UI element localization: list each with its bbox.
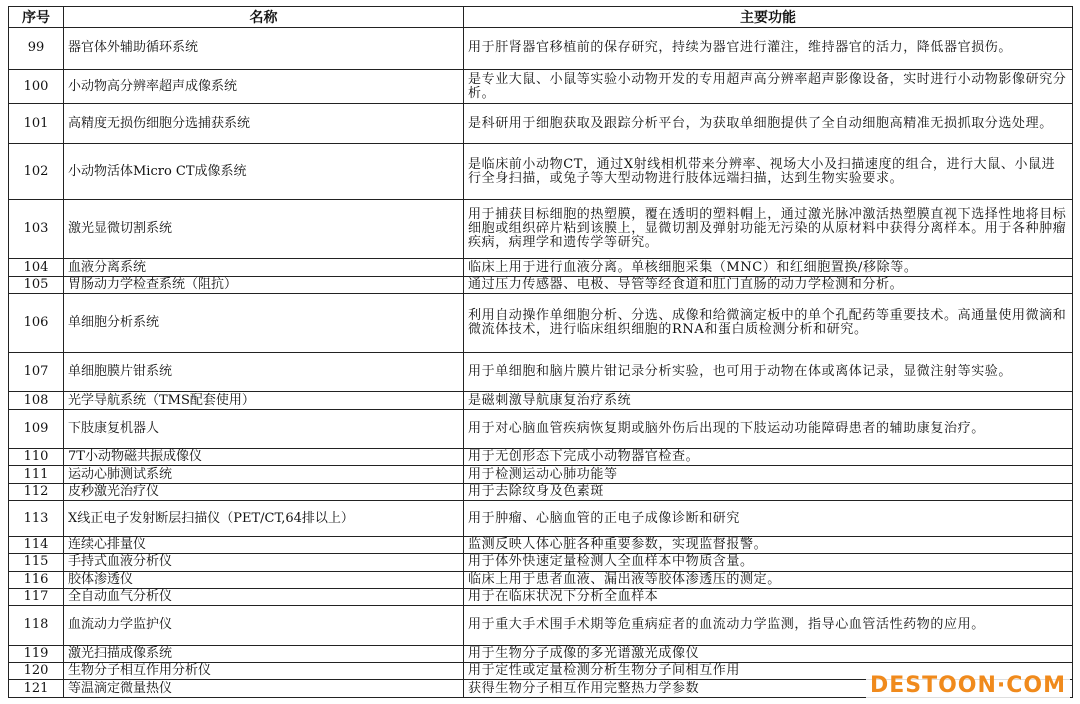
watermark-logo: DESTOON·COM — [866, 673, 1070, 698]
row-function: 通过压力传感器、电极、导管等经食道和肛门直肠的动力学检测和分析。 — [464, 276, 1073, 293]
row-function: 用于无创形态下完成小动物器官检查。 — [464, 449, 1073, 466]
row-function: 是科研用于细胞获取及跟踪分析平台，为获取单细胞提供了全自动细胞高精准无损抓取分选处理。 — [464, 104, 1073, 143]
row-number: 119 — [9, 645, 64, 662]
table-row — [9, 409, 1073, 448]
row-number: 120 — [9, 663, 64, 680]
row-name: 胃肠动力学检查系统（阻抗） — [64, 276, 464, 293]
table-row — [9, 571, 1073, 588]
table-header-row — [9, 7, 1073, 28]
table-row — [9, 483, 1073, 500]
row-function: 用于在临床状况下分析全血样本 — [464, 588, 1073, 605]
row-number: 103 — [9, 200, 64, 259]
row-name: 7T小动物磁共振成像仪 — [64, 449, 464, 466]
table-row — [9, 200, 1073, 259]
row-number: 106 — [9, 294, 64, 353]
row-name: 单细胞分析系统 — [64, 294, 464, 353]
table-row — [9, 588, 1073, 605]
header-no: 序号 — [9, 7, 64, 28]
row-number: 102 — [9, 143, 64, 200]
row-number: 117 — [9, 588, 64, 605]
table-body — [9, 28, 1073, 698]
row-name: 光学导航系统（TMS配套使用） — [64, 392, 464, 409]
table-row — [9, 259, 1073, 276]
row-name: X线正电子发射断层扫描仪（PET/CT,64排以上） — [64, 501, 464, 537]
table-row — [9, 554, 1073, 571]
table-row — [9, 466, 1073, 483]
table-row — [9, 606, 1073, 645]
row-name: 小动物活体Micro CT成像系统 — [64, 143, 464, 200]
table-row — [9, 28, 1073, 70]
row-number: 112 — [9, 483, 64, 500]
row-name: 运动心肺测试系统 — [64, 466, 464, 483]
row-function: 用于单细胞和脑片膜片钳记录分析实验，也可用于动物在体或离体记录，显微注射等实验。 — [464, 353, 1073, 392]
row-name: 高精度无损伤细胞分选捕获系统 — [64, 104, 464, 143]
table-row — [9, 536, 1073, 553]
row-function: 用于捕获目标细胞的热塑膜，覆在透明的塑料帽上，通过激光脉冲激活热塑膜直视下选择性地将目标细胞或组织碎片粘到该膜上，显微切割及弹射功能无污染的从原材料中获得分离样本。用于各种肿瘤疾病，病理学和遗传学等研究。 — [464, 200, 1073, 259]
row-name: 激光扫描成像系统 — [64, 645, 464, 662]
row-number: 118 — [9, 606, 64, 645]
row-number: 100 — [9, 69, 64, 104]
row-function: 临床上用于进行血液分离。单核细胞采集（MNC）和红细胞置换/移除等。 — [464, 259, 1073, 276]
table-row — [9, 645, 1073, 662]
row-function: 利用自动操作单细胞分析、分选、成像和给微滴定板中的单个孔配药等重要技术。高通量使用微滴和微流体技术，进行临床组织细胞的RNA和蛋白质检测分析和研究。 — [464, 294, 1073, 353]
row-name: 手持式血液分析仪 — [64, 554, 464, 571]
row-number: 111 — [9, 466, 64, 483]
row-name: 等温滴定微量热仪 — [64, 680, 464, 698]
row-name: 器官体外辅助循环系统 — [64, 28, 464, 70]
table-row — [9, 449, 1073, 466]
row-number: 116 — [9, 571, 64, 588]
row-number: 121 — [9, 680, 64, 698]
row-name: 激光显微切割系统 — [64, 200, 464, 259]
row-number: 99 — [9, 28, 64, 70]
row-number: 113 — [9, 501, 64, 537]
row-number: 101 — [9, 104, 64, 143]
row-name: 皮秒激光治疗仪 — [64, 483, 464, 500]
row-function: 用于生物分子成像的多光谱激光成像仪 — [464, 645, 1073, 662]
row-function: 用于肝肾器官移植前的保存研究，持续为器官进行灌注，维持器官的活力，降低器官损伤。 — [464, 28, 1073, 70]
table-row — [9, 294, 1073, 353]
row-name: 小动物高分辨率超声成像系统 — [64, 69, 464, 104]
row-name: 全自动血气分析仪 — [64, 588, 464, 605]
table-row — [9, 276, 1073, 293]
row-function: 是临床前小动物CT，通过X射线相机带来分辨率、视场大小及扫描速度的组合，进行大鼠、小鼠进行全身扫描，或兔子等大型动物进行肢体远端扫描，达到生物实验要求。 — [464, 143, 1073, 200]
row-function: 用于对心脑血管疾病恢复期或脑外伤后出现的下肢运动功能障碍患者的辅助康复治疗。 — [464, 409, 1073, 448]
row-number: 107 — [9, 353, 64, 392]
equipment-table — [8, 6, 1073, 698]
row-function: 用于定性或定量检测分析生物分子间相互作用 — [464, 663, 1073, 680]
row-number: 110 — [9, 449, 64, 466]
row-name: 单细胞膜片钳系统 — [64, 353, 464, 392]
table-row — [9, 353, 1073, 392]
row-function: 用于重大手术围手术期等危重病症者的血流动力学监测，指导心血管活性药物的应用。 — [464, 606, 1073, 645]
table-row — [9, 392, 1073, 409]
row-function: 临床上用于患者血液、漏出液等胶体渗透压的测定。 — [464, 571, 1073, 588]
row-function: 用于去除纹身及色素斑 — [464, 483, 1073, 500]
row-function: 监测反映人体心脏各种重要参数，实现监督报警。 — [464, 536, 1073, 553]
row-function: 用于检测运动心肺功能等 — [464, 466, 1073, 483]
row-name: 下肢康复机器人 — [64, 409, 464, 448]
row-function: 获得生物分子相互作用完整热力学参数 — [464, 680, 1073, 698]
table-row — [9, 69, 1073, 104]
row-number: 114 — [9, 536, 64, 553]
row-number: 109 — [9, 409, 64, 448]
row-name: 生物分子相互作用分析仪 — [64, 663, 464, 680]
row-number: 105 — [9, 276, 64, 293]
table-row — [9, 143, 1073, 200]
row-number: 104 — [9, 259, 64, 276]
row-number: 115 — [9, 554, 64, 571]
row-name: 连续心排量仪 — [64, 536, 464, 553]
table-row — [9, 104, 1073, 143]
table-row — [9, 501, 1073, 537]
row-name: 血液分离系统 — [64, 259, 464, 276]
row-function: 是磁刺激导航康复治疗系统 — [464, 392, 1073, 409]
row-function: 用于体外快速定量检测人全血样本中物质含量。 — [464, 554, 1073, 571]
row-name: 胶体渗透仪 — [64, 571, 464, 588]
row-number: 108 — [9, 392, 64, 409]
row-function: 用于肿瘤、心脑血管的正电子成像诊断和研究 — [464, 501, 1073, 537]
header-name: 名称 — [64, 7, 464, 28]
row-function: 是专业大鼠、小鼠等实验小动物开发的专用超声高分辨率超声影像设备，实时进行小动物影像研究分析。 — [464, 69, 1073, 104]
header-function: 主要功能 — [464, 7, 1073, 28]
row-name: 血流动力学监护仪 — [64, 606, 464, 645]
